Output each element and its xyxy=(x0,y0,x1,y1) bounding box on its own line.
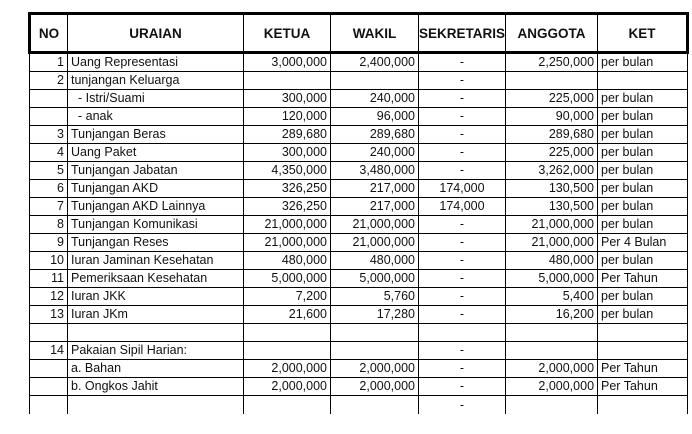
table-row xyxy=(30,72,688,90)
cell-sekretaris[interactable]: - xyxy=(419,396,506,415)
cell-ketua[interactable]: 21,000,000 xyxy=(244,216,331,234)
cell-anggota[interactable]: 2,250,000 xyxy=(506,53,598,72)
cell-no[interactable]: 2 xyxy=(30,72,68,90)
table-row xyxy=(30,162,688,180)
cell-sekretaris[interactable]: 174,000 xyxy=(419,198,506,216)
cell-sekretaris[interactable]: - xyxy=(419,90,506,108)
cell-ket[interactable]: per bulan xyxy=(598,180,688,198)
header-ketua[interactable]: KETUA xyxy=(244,14,331,53)
cell-no[interactable]: 13 xyxy=(30,306,68,324)
spreadsheet xyxy=(28,12,689,414)
cell-sekretaris[interactable]: - xyxy=(419,108,506,126)
cell-no[interactable]: 3 xyxy=(30,126,68,144)
cell-ketua[interactable]: 7,200 xyxy=(244,288,331,306)
cell-uraian[interactable] xyxy=(68,396,244,415)
allowance-table xyxy=(28,12,689,414)
cell-ketua[interactable] xyxy=(244,324,331,342)
table-row xyxy=(30,306,688,324)
cell-no[interactable] xyxy=(30,396,68,415)
cell-no[interactable] xyxy=(30,108,68,126)
cell-ketua[interactable]: 4,350,000 xyxy=(244,162,331,180)
cell-uraian[interactable]: Tunjangan Jabatan xyxy=(68,162,244,180)
table-row xyxy=(30,144,688,162)
table-row xyxy=(30,108,688,126)
cell-ket[interactable] xyxy=(598,396,688,415)
cell-anggota[interactable]: 289,680 xyxy=(506,126,598,144)
cell-sekretaris[interactable] xyxy=(419,324,506,342)
table-row xyxy=(30,126,688,144)
cell-no[interactable] xyxy=(30,324,68,342)
cell-sekretaris[interactable]: - xyxy=(419,288,506,306)
cell-no[interactable]: 5 xyxy=(30,162,68,180)
cell-no[interactable]: 9 xyxy=(30,234,68,252)
cell-no[interactable]: 12 xyxy=(30,288,68,306)
cell-wakil[interactable]: 240,000 xyxy=(331,90,419,108)
cell-sekretaris[interactable]: 174,000 xyxy=(419,180,506,198)
cell-uraian[interactable]: Uang Paket xyxy=(68,144,244,162)
cell-no[interactable]: 6 xyxy=(30,180,68,198)
cell-ket[interactable]: Per Tahun xyxy=(598,270,688,288)
cell-ketua[interactable]: 326,250 xyxy=(244,180,331,198)
cell-sekretaris[interactable]: - xyxy=(419,53,506,72)
cell-wakil[interactable] xyxy=(331,396,419,415)
cell-ketua[interactable]: 326,250 xyxy=(244,198,331,216)
table-row xyxy=(30,396,688,415)
cell-anggota[interactable]: 5,400 xyxy=(506,288,598,306)
cell-no[interactable]: 4 xyxy=(30,144,68,162)
cell-ket[interactable] xyxy=(598,324,688,342)
cell-sekretaris[interactable]: - xyxy=(419,162,506,180)
cell-anggota[interactable] xyxy=(506,342,598,360)
cell-sekretaris[interactable]: - xyxy=(419,72,506,90)
cell-ket[interactable]: Per Tahun xyxy=(598,360,688,378)
table-row xyxy=(30,324,688,342)
cell-ket[interactable]: per bulan xyxy=(598,108,688,126)
cell-wakil[interactable]: 2,000,000 xyxy=(331,378,419,396)
cell-wakil[interactable]: 96,000 xyxy=(331,108,419,126)
cell-anggota[interactable]: 5,000,000 xyxy=(506,270,598,288)
cell-uraian[interactable]: Pakaian Sipil Harian: xyxy=(68,342,244,360)
table-row xyxy=(30,53,688,72)
cell-sekretaris[interactable]: - xyxy=(419,216,506,234)
cell-ketua[interactable]: 3,000,000 xyxy=(244,53,331,72)
cell-ketua[interactable]: 120,000 xyxy=(244,108,331,126)
cell-sekretaris[interactable]: - xyxy=(419,126,506,144)
cell-uraian[interactable] xyxy=(68,324,244,342)
cell-ketua[interactable] xyxy=(244,72,331,90)
cell-anggota[interactable]: 225,000 xyxy=(506,144,598,162)
header-anggota[interactable]: ANGGOTA xyxy=(506,14,598,53)
cell-ketua[interactable]: 289,680 xyxy=(244,126,331,144)
cell-uraian[interactable]: - Istri/Suami xyxy=(68,90,244,108)
header-no[interactable]: NO xyxy=(30,14,68,53)
cell-uraian[interactable]: tunjangan Keluarga xyxy=(68,72,244,90)
table-row xyxy=(30,90,688,108)
cell-wakil[interactable] xyxy=(331,342,419,360)
cell-wakil[interactable] xyxy=(331,324,419,342)
cell-wakil[interactable]: 217,000 xyxy=(331,180,419,198)
cell-ketua[interactable]: 21,000,000 xyxy=(244,234,331,252)
cell-ket[interactable]: Per Tahun xyxy=(598,378,688,396)
cell-anggota[interactable]: 2,000,000 xyxy=(506,378,598,396)
cell-wakil[interactable]: 5,760 xyxy=(331,288,419,306)
cell-ket[interactable]: per bulan xyxy=(598,53,688,72)
cell-anggota[interactable]: 130,500 xyxy=(506,198,598,216)
cell-sekretaris[interactable]: - xyxy=(419,234,506,252)
cell-uraian[interactable]: Tunjangan Reses xyxy=(68,234,244,252)
cell-wakil[interactable]: 21,000,000 xyxy=(331,234,419,252)
cell-ketua[interactable] xyxy=(244,396,331,415)
header-wakil[interactable]: WAKIL xyxy=(331,14,419,53)
table-row xyxy=(30,342,688,360)
table-row xyxy=(30,216,688,234)
cell-uraian[interactable]: - anak xyxy=(68,108,244,126)
cell-no[interactable] xyxy=(30,90,68,108)
cell-no[interactable]: 7 xyxy=(30,198,68,216)
cell-ketua[interactable] xyxy=(244,342,331,360)
cell-ket[interactable] xyxy=(598,72,688,90)
cell-anggota[interactable]: 225,000 xyxy=(506,90,598,108)
cell-no[interactable]: 14 xyxy=(30,342,68,360)
cell-sekretaris[interactable]: - xyxy=(419,144,506,162)
cell-ket[interactable]: Per 4 Bulan xyxy=(598,234,688,252)
cell-ket[interactable]: per bulan xyxy=(598,198,688,216)
cell-ket[interactable]: per bulan xyxy=(598,306,688,324)
cell-no[interactable]: 10 xyxy=(30,252,68,270)
cell-anggota[interactable]: 480,000 xyxy=(506,252,598,270)
cell-ket[interactable]: per bulan xyxy=(598,162,688,180)
cell-ket[interactable]: per bulan xyxy=(598,126,688,144)
cell-ket[interactable]: per bulan xyxy=(598,144,688,162)
cell-no[interactable]: 8 xyxy=(30,216,68,234)
cell-ket[interactable]: per bulan xyxy=(598,216,688,234)
cell-uraian[interactable]: Iuran Jaminan Kesehatan xyxy=(68,252,244,270)
cell-sekretaris[interactable]: - xyxy=(419,342,506,360)
cell-uraian[interactable]: Tunjangan AKD Lainnya xyxy=(68,198,244,216)
cell-sekretaris[interactable]: - xyxy=(419,252,506,270)
table-row xyxy=(30,252,688,270)
cell-ket[interactable]: per bulan xyxy=(598,288,688,306)
cell-anggota[interactable]: 16,200 xyxy=(506,306,598,324)
cell-uraian[interactable]: Iuran JKK xyxy=(68,288,244,306)
table-row xyxy=(30,270,688,288)
cell-ketua[interactable]: 2,000,000 xyxy=(244,360,331,378)
cell-uraian[interactable]: a. Bahan xyxy=(68,360,244,378)
cell-ket[interactable]: per bulan xyxy=(598,90,688,108)
cell-ketua[interactable]: 300,000 xyxy=(244,90,331,108)
table-row xyxy=(30,234,688,252)
cell-anggota[interactable] xyxy=(506,324,598,342)
cell-ketua[interactable]: 480,000 xyxy=(244,252,331,270)
cell-ket[interactable] xyxy=(598,342,688,360)
table-row xyxy=(30,288,688,306)
cell-wakil[interactable]: 2,000,000 xyxy=(331,360,419,378)
cell-uraian[interactable]: Tunjangan AKD xyxy=(68,180,244,198)
cell-wakil[interactable]: 240,000 xyxy=(331,144,419,162)
cell-ketua[interactable]: 21,600 xyxy=(244,306,331,324)
cell-ketua[interactable]: 300,000 xyxy=(244,144,331,162)
cell-ketua[interactable]: 5,000,000 xyxy=(244,270,331,288)
cell-wakil[interactable]: 480,000 xyxy=(331,252,419,270)
table-row xyxy=(30,360,688,378)
cell-uraian[interactable]: Tunjangan Beras xyxy=(68,126,244,144)
cell-no[interactable]: 1 xyxy=(30,53,68,72)
header-ket[interactable]: KET xyxy=(598,14,688,53)
table-row xyxy=(30,180,688,198)
cell-wakil[interactable]: 3,480,000 xyxy=(331,162,419,180)
cell-wakil[interactable]: 21,000,000 xyxy=(331,216,419,234)
cell-anggota[interactable]: 2,000,000 xyxy=(506,360,598,378)
cell-no[interactable] xyxy=(30,378,68,396)
cell-sekretaris[interactable]: - xyxy=(419,378,506,396)
table-row xyxy=(30,198,688,216)
table-row xyxy=(30,378,688,396)
cell-sekretaris[interactable]: - xyxy=(419,270,506,288)
cell-sekretaris[interactable]: - xyxy=(419,306,506,324)
cell-ketua[interactable]: 2,000,000 xyxy=(244,378,331,396)
cell-anggota[interactable] xyxy=(506,72,598,90)
cell-uraian[interactable]: b. Ongkos Jahit xyxy=(68,378,244,396)
cell-wakil[interactable]: 17,280 xyxy=(331,306,419,324)
cell-wakil[interactable]: 289,680 xyxy=(331,126,419,144)
cell-wakil[interactable] xyxy=(331,72,419,90)
cell-anggota[interactable]: 21,000,000 xyxy=(506,234,598,252)
header-row xyxy=(30,14,688,53)
cell-no[interactable] xyxy=(30,360,68,378)
cell-anggota[interactable]: 130,500 xyxy=(506,180,598,198)
cell-wakil[interactable]: 5,000,000 xyxy=(331,270,419,288)
cell-uraian[interactable]: Tunjangan Komunikasi xyxy=(68,216,244,234)
cell-wakil[interactable]: 2,400,000 xyxy=(331,53,419,72)
header-sekretaris[interactable]: SEKRETARIS xyxy=(419,14,506,53)
cell-uraian[interactable]: Uang Representasi xyxy=(68,53,244,72)
header-uraian[interactable]: URAIAN xyxy=(68,14,244,53)
cell-anggota[interactable]: 90,000 xyxy=(506,108,598,126)
cell-wakil[interactable]: 217,000 xyxy=(331,198,419,216)
cell-ket[interactable]: per bulan xyxy=(598,252,688,270)
cell-sekretaris[interactable]: - xyxy=(419,360,506,378)
cell-anggota[interactable]: 21,000,000 xyxy=(506,216,598,234)
cell-anggota[interactable]: 3,262,000 xyxy=(506,162,598,180)
cell-anggota[interactable] xyxy=(506,396,598,415)
cell-uraian[interactable]: Pemeriksaan Kesehatan xyxy=(68,270,244,288)
cell-no[interactable]: 11 xyxy=(30,270,68,288)
cell-uraian[interactable]: Iuran JKm xyxy=(68,306,244,324)
